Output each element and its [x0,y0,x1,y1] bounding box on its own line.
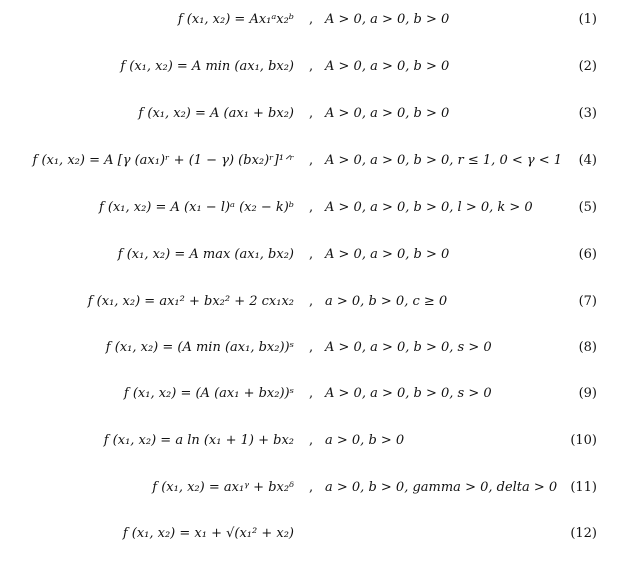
equation-row [0,476,618,500]
equation-formula: f (x₁, x₂) = a ln (x₁ + 1) + bx₂ [103,433,294,448]
equation-separator: , [309,340,314,355]
equation-separator: , [309,200,314,215]
equation-separator: , [309,247,314,262]
equation-number: (5) [578,200,597,215]
equation-number: (7) [578,294,597,309]
equation-condition: A > 0, a > 0, b > 0, s > 0 [325,340,492,355]
equation-formula: f (x₁, x₂) = A (x₁ − l)ᵃ (x₂ − k)ᵇ [98,200,294,215]
equation-row [0,522,618,546]
equation-number: (6) [578,247,597,262]
equation-separator: , [309,386,314,401]
equation-number: (3) [578,106,597,121]
equation-row [0,55,618,79]
equation-formula: f (x₁, x₂) = Ax₁ᵃx₂ᵇ [177,12,294,27]
equation-row [0,102,618,126]
equation-condition: A > 0, a > 0, b > 0, l > 0, k > 0 [325,200,533,215]
equation-row [0,8,618,32]
equation-condition: a > 0, b > 0, c ≥ 0 [325,294,448,309]
equation-separator: , [309,106,314,121]
equation-row [0,290,618,314]
equation-separator: , [309,433,314,448]
equation-formula: f (x₁, x₂) = A [γ (ax₁)ʳ + (1 − γ) (bx₂)ʳ]¹ᐟʳ [32,153,294,168]
equation-condition: A > 0, a > 0, b > 0 [325,247,450,262]
equation-separator: , [309,12,314,27]
equation-number: (11) [570,480,597,495]
equation-row [0,196,618,220]
equation-row [0,336,618,360]
equation-separator: , [309,153,314,168]
equation-condition: A > 0, a > 0, b > 0 [325,12,450,27]
equation-condition: A > 0, a > 0, b > 0 [325,59,450,74]
equation-formula: f (x₁, x₂) = A max (ax₁, bx₂) [117,247,294,262]
equation-formula: f (x₁, x₂) = ax₁ᵞ + bx₂ᵟ [152,480,294,495]
equation-separator: , [309,480,314,495]
equation-number: (4) [578,153,597,168]
equation-number: (1) [578,12,597,27]
equation-separator: , [309,59,314,74]
equation-number: (9) [578,386,597,401]
equation-condition: A > 0, a > 0, b > 0, s > 0 [325,386,492,401]
equation-row [0,429,618,453]
equation-condition: a > 0, b > 0 [325,433,405,448]
equation-formula: f (x₁, x₂) = x₁ + √(x₁² + x₂) [122,526,294,541]
equation-row [0,382,618,406]
equation-number: (10) [570,433,597,448]
equation-formula: f (x₁, x₂) = (A min (ax₁, bx₂))ˢ [105,340,294,355]
equation-row [0,243,618,267]
equation-formula: f (x₁, x₂) = A min (ax₁, bx₂) [120,59,294,74]
equation-number: (8) [578,340,597,355]
equation-formula: f (x₁, x₂) = (A (ax₁ + bx₂))ˢ [123,386,294,401]
equation-formula: f (x₁, x₂) = ax₁² + bx₂² + 2 cx₁x₂ [87,294,294,309]
equation-condition: a > 0, b > 0, gamma > 0, delta > 0 [325,480,558,495]
equation-number: (12) [570,526,597,541]
equation-number: (2) [578,59,597,74]
equation-condition: A > 0, a > 0, b > 0, r ≤ 1, 0 < γ < 1 [325,153,563,168]
equation-row [0,149,618,173]
equation-condition: A > 0, a > 0, b > 0 [325,106,450,121]
equation-separator: , [309,294,314,309]
equation-formula: f (x₁, x₂) = A (ax₁ + bx₂) [138,106,294,121]
